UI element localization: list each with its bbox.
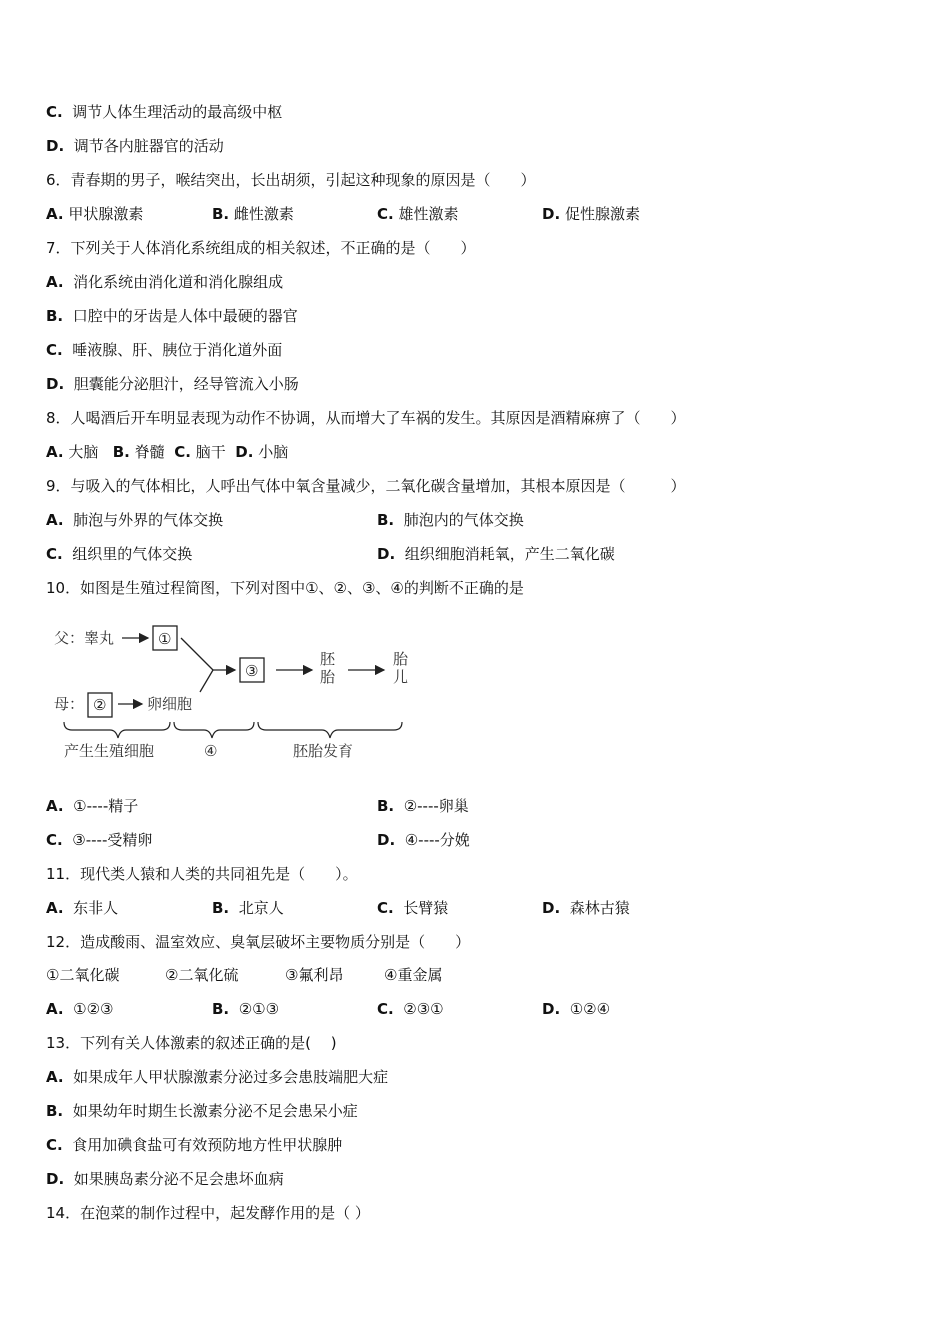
- diagram-father-label: 父：睾丸: [54, 629, 115, 647]
- option-text: ③----受精卵: [72, 831, 153, 849]
- q8-options: [46, 442, 288, 462]
- option-text: ①②③: [73, 1000, 114, 1018]
- diagram-merge-line: [200, 670, 213, 692]
- option-text: 肺泡与外界的气体交换: [73, 511, 224, 529]
- q11-option-b: [212, 898, 284, 918]
- q6-option-c: [377, 204, 459, 224]
- q9-option-b: [377, 510, 524, 530]
- q9-option-a: [46, 510, 223, 530]
- option-text: 如果幼年时期生长激素分泌不足会患呆小症: [72, 1102, 358, 1120]
- option-key: B.: [212, 899, 230, 917]
- option-key: B.: [46, 1102, 64, 1120]
- q12-option-c: [377, 999, 444, 1019]
- q12-item-2: ②二氧化硫: [165, 966, 239, 984]
- q7-option-c: [46, 340, 282, 360]
- option-text: 森林古猿: [569, 899, 630, 917]
- diagram-embryo-label: 胎: [320, 668, 336, 686]
- option-text: ④----分娩: [404, 831, 470, 849]
- q13-option-d: [46, 1169, 284, 1189]
- q13-option-b: [46, 1101, 358, 1121]
- option-key: D.: [377, 545, 396, 563]
- option-text: 肺泡内的气体交换: [403, 511, 524, 529]
- diagram-box-2-label: ②: [93, 696, 107, 714]
- q12-item-1: ①二氧化碳: [46, 966, 120, 984]
- option-key: A.: [46, 1000, 64, 1018]
- q12-stem: 12．造成酸雨、温室效应、臭氧层破坏主要物质分别是（ ）: [46, 933, 471, 951]
- q5-option-c: [46, 102, 282, 122]
- option-text: 雌性激素: [233, 205, 294, 223]
- option-key: A.: [46, 205, 64, 223]
- option-key: C.: [46, 341, 63, 359]
- option-key: D.: [542, 205, 561, 223]
- option-key: D.: [46, 375, 65, 393]
- option-key: A.: [46, 511, 64, 529]
- diagram-egg-label: 卵细胞: [147, 695, 193, 713]
- diagram-box-1-label: ①: [158, 630, 172, 648]
- option-text: 促性腺激素: [564, 205, 640, 223]
- option-text: 大脑: [68, 443, 99, 461]
- q7-option-d: [46, 374, 299, 394]
- q6-stem: 6．青春期的男子，喉结突出，长出胡须，引起这种现象的原因是（ ）: [46, 171, 536, 189]
- option-text: 北京人: [238, 899, 284, 917]
- option-key: C.: [46, 103, 63, 121]
- q10-option-c: [46, 830, 152, 850]
- option-text: 消化系统由消化道和消化腺组成: [73, 273, 284, 291]
- diagram-brace-2: [174, 722, 254, 738]
- diagram-brace-3: [258, 722, 402, 738]
- option-key: D.: [46, 1170, 65, 1188]
- option-text: 食用加碘食盐可有效预防地方性甲状腺肿: [72, 1136, 343, 1154]
- option-key: C.: [377, 205, 394, 223]
- option-text: ②③①: [403, 1000, 444, 1018]
- q10-option-a: [46, 796, 138, 816]
- q8-stem: 8．人喝酒后开车明显表现为动作不协调，从而增大了车祸的发生。其原因是酒精麻痹了（ ）: [46, 409, 686, 427]
- option-text: 东非人: [73, 899, 119, 917]
- diagram-brace-2-label: ④: [204, 742, 218, 760]
- option-key: B.: [112, 443, 130, 461]
- diagram-brace-1-label: 产生生殖细胞: [64, 742, 155, 760]
- option-text: 如果胰岛素分泌不足会患坏血病: [73, 1170, 284, 1188]
- option-key: B.: [212, 1000, 230, 1018]
- option-key: C.: [46, 831, 63, 849]
- diagram-brace-3-label: 胚胎发育: [293, 742, 354, 760]
- option-key: B.: [377, 797, 395, 815]
- q12-option-b: [212, 999, 279, 1019]
- option-key: C.: [377, 1000, 394, 1018]
- q13-option-c: [46, 1135, 342, 1155]
- q5-option-d: [46, 136, 224, 156]
- q10-stem: 10．如图是生殖过程简图，下列对图中①、②、③、④的判断不正确的是: [46, 579, 524, 597]
- q12-option-a: [46, 999, 113, 1019]
- q9-stem: 9．与吸入的气体相比，人呼出气体中氧含量减少，二氧化碳含量增加，其根本原因是（ ）: [46, 477, 686, 495]
- option-key: A.: [46, 273, 64, 291]
- option-text: 长臂猿: [403, 899, 449, 917]
- option-key: D.: [542, 1000, 561, 1018]
- diagram-mother-label: 母：: [54, 695, 85, 713]
- option-key: C.: [174, 443, 191, 461]
- q6-option-d: [542, 204, 640, 224]
- diagram-embryo-label: 胚: [320, 650, 336, 668]
- option-key: A.: [46, 443, 64, 461]
- option-text: ①----精子: [73, 797, 139, 815]
- q12-item-3: ③氟利昂: [285, 966, 344, 984]
- q11-option-c: [377, 898, 448, 918]
- option-key: C.: [377, 899, 394, 917]
- option-text: 口腔中的牙齿是人体中最硬的器官: [72, 307, 298, 325]
- diagram-box-3-label: ③: [245, 662, 259, 680]
- option-key: C.: [46, 1136, 63, 1154]
- option-text: 调节各内脏器官的活动: [73, 137, 224, 155]
- option-key: D.: [377, 831, 396, 849]
- option-key: A.: [46, 797, 64, 815]
- option-text: 组织里的气体交换: [72, 545, 193, 563]
- option-text: 调节人体生理活动的最高级中枢: [72, 103, 283, 121]
- q13-stem: 13．下列有关人体激素的叙述正确的是( ): [46, 1034, 337, 1052]
- q6-option-a: [46, 204, 143, 224]
- q11-option-d: [542, 898, 630, 918]
- q11-option-a: [46, 898, 118, 918]
- option-text: ②①③: [238, 1000, 280, 1018]
- q10-option-b: [377, 796, 469, 816]
- option-gap: [64, 137, 74, 155]
- diagram-brace-1: [64, 722, 170, 738]
- q10-option-d: [377, 830, 470, 850]
- option-key: D.: [46, 137, 65, 155]
- q14-stem: 14．在泡菜的制作过程中，起发酵作用的是（ ）: [46, 1204, 370, 1222]
- diagram-fetus-label: 儿: [393, 668, 409, 686]
- option-text: ②----卵巢: [403, 797, 469, 815]
- q7-stem: 7．下列关于人体消化系统组成的相关叙述，不正确的是（ ）: [46, 239, 476, 257]
- option-key: B.: [212, 205, 230, 223]
- option-key: C.: [46, 545, 63, 563]
- option-text: 脊髓: [134, 443, 165, 461]
- option-text: 如果成年人甲状腺激素分泌过多会患肢端肥大症: [73, 1068, 389, 1086]
- option-text: 甲状腺激素: [68, 205, 144, 223]
- q11-stem: 11．现代类人猿和人类的共同祖先是（ ）。: [46, 865, 358, 883]
- option-text: 组织细胞消耗氧，产生二氧化碳: [404, 545, 615, 563]
- option-key: D.: [542, 899, 561, 917]
- q12-item-4: ④重金属: [384, 966, 443, 984]
- option-key: A.: [46, 1068, 64, 1086]
- option-text: 唾液腺、肝、胰位于消化道外面: [72, 341, 283, 359]
- option-text: 脑干: [195, 443, 226, 461]
- option-text: ①②④: [569, 1000, 611, 1018]
- q9-option-d: [377, 544, 615, 564]
- option-gap: [63, 103, 73, 121]
- option-key: A.: [46, 899, 64, 917]
- option-key: D.: [235, 443, 254, 461]
- option-text: 胆囊能分泌胆汁，经导管流入小肠: [73, 375, 299, 393]
- q9-option-c: [46, 544, 192, 564]
- diagram-fetus-label: 胎: [393, 650, 409, 668]
- reproduction-diagram: [50, 618, 420, 768]
- q6-option-b: [212, 204, 294, 224]
- option-key: B.: [377, 511, 395, 529]
- q12-option-d: [542, 999, 610, 1019]
- option-text: 小脑: [258, 443, 289, 461]
- q13-option-a: [46, 1067, 388, 1087]
- q7-option-a: [46, 272, 283, 292]
- option-text: 雄性激素: [398, 205, 459, 223]
- option-key: B.: [46, 307, 64, 325]
- diagram-merge-line: [181, 638, 213, 670]
- q7-option-b: [46, 306, 298, 326]
